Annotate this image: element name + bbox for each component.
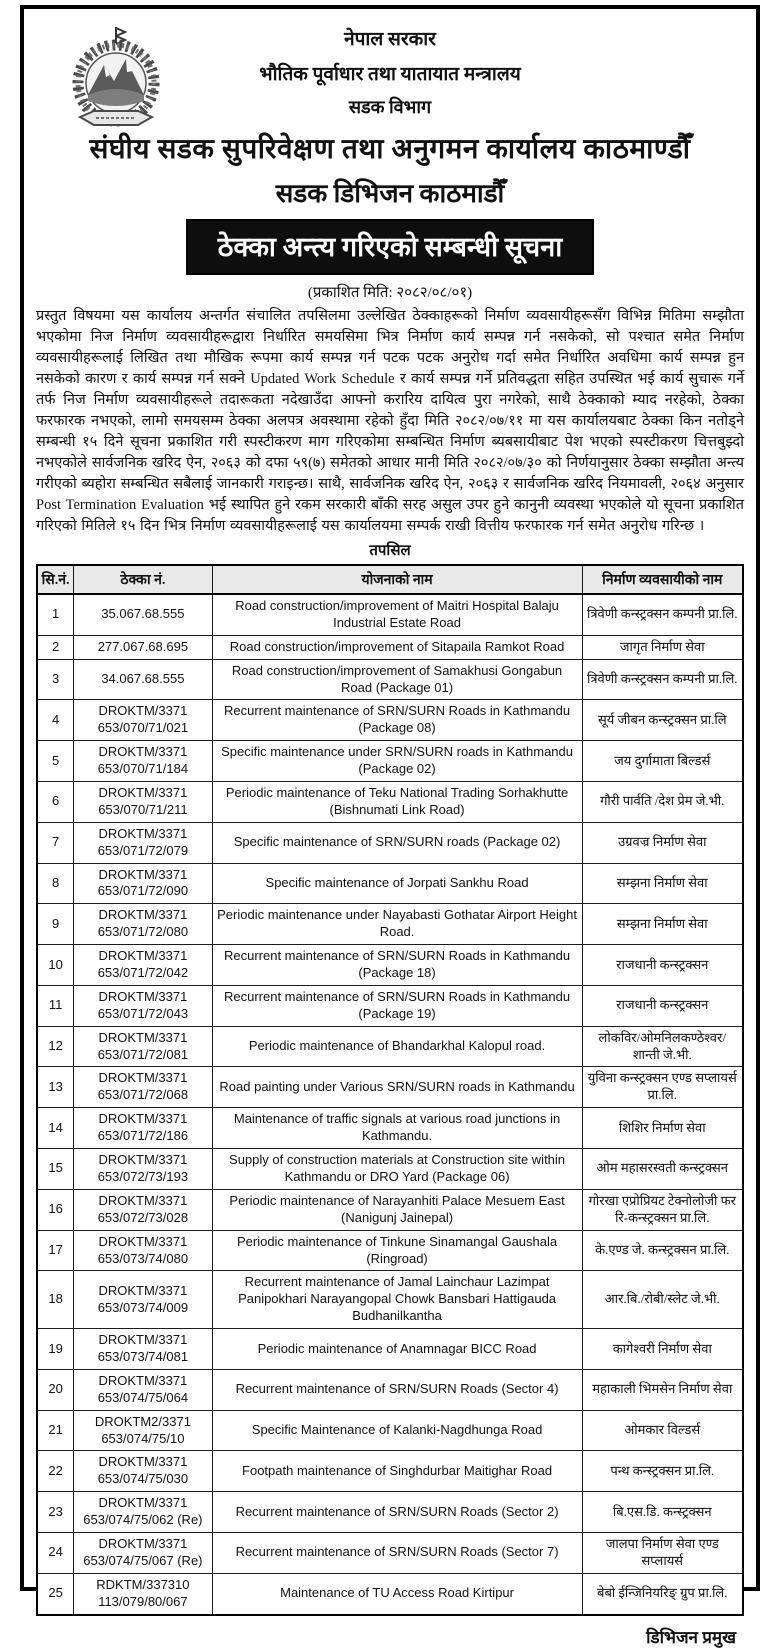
contract-number-cell xyxy=(74,700,212,741)
table-row xyxy=(37,1230,743,1271)
plan-name-cell: Periodic maintenance under Nayabasti Gothatar Airport Height Road. xyxy=(212,904,582,945)
plan-name-cell: Recurrent maintenance of SRN/SURN Roads (Sector 4) xyxy=(212,1369,582,1410)
plan-name-cell: Recurrent maintenance of SRN/SURN Roads in Kathmandu (Package 19) xyxy=(212,985,582,1026)
contract-number-cell xyxy=(74,904,212,945)
table-row xyxy=(37,782,743,823)
contract-number-line: DROKTM/3371 xyxy=(98,1535,188,1551)
serial-number-cell: 8 xyxy=(37,863,74,904)
notice-banner-wrap xyxy=(36,219,744,275)
contract-number-line: 34.067.68.555 xyxy=(101,671,185,687)
plan-name-cell: Road construction/improvement of Sitapaila Ramkot Road xyxy=(212,635,582,659)
contract-number-line: 653/070/71/021 xyxy=(97,720,189,736)
table-row xyxy=(37,700,743,741)
table-row xyxy=(37,659,743,700)
table-row xyxy=(37,594,743,635)
serial-number-cell: 2 xyxy=(37,635,74,659)
contract-number-line: DROKTM/3371 xyxy=(98,1152,188,1168)
contract-number-cell xyxy=(74,985,212,1026)
table-row xyxy=(37,863,743,904)
serial-number-cell: 9 xyxy=(37,904,74,945)
plan-name-cell: Recurrent maintenance of SRN/SURN Roads (Sector 2) xyxy=(212,1492,582,1533)
contractor-name-cell: गोरखा एप्रोप्रियट टेक्नोलोजी फर रि-कन्स्ट्रक्सन प्रा.लि. xyxy=(582,1189,743,1230)
serial-number-cell: 22 xyxy=(37,1451,74,1492)
contract-number-line: RDKTM/337310 xyxy=(96,1576,190,1592)
contract-number-line: 653/071/72/079 xyxy=(97,842,189,858)
contract-number-line: DROKTM/3371 xyxy=(98,1332,188,1348)
contract-number-cell xyxy=(74,945,212,986)
schedule-label: तपसिल xyxy=(369,543,411,559)
nepal-government-emblem-icon xyxy=(64,25,168,147)
contract-number-cell xyxy=(74,741,212,782)
table-row xyxy=(37,1451,743,1492)
plan-name-cell: Periodic maintenance of Narayanhiti Palace Mesuem East (Nanigunj Jainepal) xyxy=(212,1189,582,1230)
table-row xyxy=(37,1532,743,1573)
contracts-table xyxy=(36,564,744,1616)
contractor-name-cell: महाकाली भिमसेन निर्माण सेवा xyxy=(582,1369,743,1410)
contractor-name-cell: सम्झना निर्माण सेवा xyxy=(582,863,743,904)
contract-number-line: DROKTM/3371 xyxy=(98,1233,188,1249)
contract-number-line: 653/074/75/030 xyxy=(97,1471,189,1487)
contract-number-line: DROKTM/3371 xyxy=(98,1282,188,1298)
contract-number-cell xyxy=(74,863,212,904)
contract-number-cell xyxy=(74,1230,212,1271)
contract-number-line: DROKTM/3371 xyxy=(98,907,188,923)
contract-number-line: 653/074/75/10 xyxy=(101,1430,185,1446)
plan-name-cell: Recurrent maintenance of SRN/SURN Roads (Sector 7) xyxy=(212,1532,582,1573)
contract-number-line: DROKTM/3371 xyxy=(98,1070,188,1086)
contractor-name-cell: लोकविर/ओमनिलकण्ठेश्वर/शान्ती जे.भी. xyxy=(582,1026,743,1067)
contract-number-line: 653/070/71/184 xyxy=(97,761,189,777)
contractor-name-cell: के.एण्ड जे. कन्स्ट्रक्सन प्रा.लि. xyxy=(582,1230,743,1271)
contractor-name-cell: ओमकार विल्डर्स xyxy=(582,1410,743,1451)
plan-name-cell: Specific Maintenance of Kalanki-Nagdhunga Road xyxy=(212,1410,582,1451)
contract-number-line: 653/071/72/186 xyxy=(97,1128,189,1144)
serial-number-cell: 17 xyxy=(37,1230,74,1271)
contract-number-cell xyxy=(74,1573,212,1614)
contract-number-line: DROKTM/3371 xyxy=(98,1454,188,1470)
contract-number-cell xyxy=(74,1271,212,1329)
contract-number-cell xyxy=(74,1492,212,1533)
contract-number-cell xyxy=(74,1451,212,1492)
contract-number-line: DROKTM/3371 xyxy=(98,988,188,1004)
plan-name-cell: Road painting under Various SRN/SURN roads in Kathmandu xyxy=(212,1067,582,1108)
contract-number-line: 653/074/75/067 (Re) xyxy=(83,1552,203,1568)
plan-name-cell: Recurrent maintenance of SRN/SURN Roads in Kathmandu (Package 18) xyxy=(212,945,582,986)
plan-name-cell: Road construction/improvement of Maitri Hospital Balaju Industrial Estate Road xyxy=(212,594,582,635)
contract-number-line: DROKTM/3371 xyxy=(98,1029,188,1045)
contract-number-cell xyxy=(74,1108,212,1149)
serial-number-cell: 10 xyxy=(37,945,74,986)
contract-number-line: 653/071/72/080 xyxy=(97,924,189,940)
contract-number-line: 653/071/72/043 xyxy=(97,1005,189,1021)
serial-number-cell: 1 xyxy=(37,594,74,635)
contract-number-line: DROKTM2/3371 xyxy=(94,1413,191,1429)
table-row xyxy=(37,1410,743,1451)
contractor-name-cell: ओम महासरस्वती कन्स्ट्रक्सन xyxy=(582,1149,743,1190)
table-row xyxy=(37,741,743,782)
contract-number-line: 653/070/71/211 xyxy=(98,801,188,817)
division-title: सडक डिभिजन काठमाडौँ xyxy=(275,179,505,208)
contract-number-line: 653/074/75/064 xyxy=(97,1389,189,1405)
contractor-name-cell: जय दुर्गामाता बिल्डर्स xyxy=(582,741,743,782)
plan-name-cell: Recurrent maintenance of Jamal Lainchaur Lazimpat Panipokhari Narayangopal Chowk Bansbari Hattigauda Budhanilkantha xyxy=(212,1271,582,1329)
contract-number-cell xyxy=(74,1329,212,1370)
contractor-name-cell: युविना कन्स्ट्रक्सन एण्ड सप्लायर्स प्रा.लि. xyxy=(582,1067,743,1108)
table-row xyxy=(37,1573,743,1614)
table-row xyxy=(37,635,743,659)
plan-name-cell: Specific maintenance under SRN/SURN roads in Kathmandu (Package 02) xyxy=(212,741,582,782)
contract-number-cell xyxy=(74,594,212,635)
table-row xyxy=(37,904,743,945)
contract-number-line: 35.067.68.555 xyxy=(101,606,185,622)
serial-number-cell: 7 xyxy=(37,822,74,863)
serial-number-cell: 19 xyxy=(37,1329,74,1370)
contract-number-line: DROKTM/3371 xyxy=(98,1372,188,1388)
table-row xyxy=(37,1108,743,1149)
contract-number-line: DROKTM/3371 xyxy=(98,744,188,760)
contract-number-cell xyxy=(74,659,212,700)
contract-number-cell xyxy=(74,1189,212,1230)
contract-number-line: 653/073/74/080 xyxy=(97,1250,189,1266)
contract-number-cell xyxy=(74,1067,212,1108)
serial-number-cell: 12 xyxy=(37,1026,74,1067)
contractor-name-cell: शिशिर निर्माण सेवा xyxy=(582,1108,743,1149)
serial-number-cell: 20 xyxy=(37,1369,74,1410)
serial-number-cell: 16 xyxy=(37,1189,74,1230)
contract-number-line: 653/071/72/068 xyxy=(97,1087,189,1103)
contract-number-cell xyxy=(74,635,212,659)
contract-number-line: DROKTM/3371 xyxy=(98,825,188,841)
contractor-name-cell: जालपा निर्माण सेवा एण्ड सप्लायर्स xyxy=(582,1532,743,1573)
serial-number-cell: 13 xyxy=(37,1067,74,1108)
contract-number-line: DROKTM/3371 xyxy=(98,1192,188,1208)
plan-name-cell: Periodic maintenance of Bhandarkhal Kalopul road. xyxy=(212,1026,582,1067)
contract-number-line: 653/073/74/009 xyxy=(97,1299,189,1315)
contract-number-line: DROKTM/3371 xyxy=(98,948,188,964)
plan-name-cell: Specific maintenance of Jorpati Sankhu Road xyxy=(212,863,582,904)
serial-number-cell: 23 xyxy=(37,1492,74,1533)
contract-number-line: DROKTM/3371 xyxy=(98,703,188,719)
table-row xyxy=(37,1189,743,1230)
contractor-name-cell: गौरी पार्वति /देश प्रेम जे.भी. xyxy=(582,782,743,823)
contractor-name-cell: जागृत निर्माण सेवा xyxy=(582,635,743,659)
contract-number-cell xyxy=(74,1532,212,1573)
contract-number-cell xyxy=(74,1026,212,1067)
contractor-name-cell: त्रिवेणी कन्स्ट्रक्सन कम्पनी प्रा.लि. xyxy=(582,594,743,635)
contract-number-line: 653/074/75/062 (Re) xyxy=(83,1512,203,1528)
serial-number-cell: 25 xyxy=(37,1573,74,1614)
table-header-row xyxy=(37,565,743,594)
column-header-plan-name: योजनाको नाम xyxy=(212,565,582,594)
contract-number-line: DROKTM/3371 xyxy=(98,1111,188,1127)
contract-number-line: DROKTM/3371 xyxy=(98,785,188,801)
contractor-name-cell: बि.एस.डि. कन्स्ट्रक्सन xyxy=(582,1492,743,1533)
notice-document xyxy=(20,5,760,1647)
plan-name-cell: Road construction/improvement of Samakhusi Gongabun Road (Package 01) xyxy=(212,659,582,700)
table-row xyxy=(37,1492,743,1533)
notice-body-paragraph: प्रस्तुत विषयमा यस कार्यालय अन्तर्गत संचालित तपसिलमा उल्लेखित ठेक्काहरूको निर्माण व्यवसायीहरूसँग विभिन्न मितिमा सम्झौता भएकोमा निज निर्माण व्यवसायीहरूद्वारा निर्धारित समयसिमा भित्र निर्माण कार्य सम्पन्न गर्न नसकेको, सो पश्चात समेत निर्माण व्यवसायीहरूलाई लिखित तथा मौखिक रूपमा कार्य सम्पन्न गर्न पटक पटक अनुरोध गर्दा समेत निर्धारित अवधिमा कार्य सम्पन्न हुन नसकेको कारण र कार्य सम्पन्न गर्न सक्ने Updated Work Schedule र कार्य सम्पन्न गर्ने प्रतिवद्धता सहित उपस्थित भई कार्य सुचारू गर्ने तर्फ निज निर्माण व्यवसायीहरूले तदारूकता नदेखाउँदा आफ्नो करारिय दायित्व पुरा नगरेको, साथै ठेक्काको म्याद नरहेको, ठेक्का फरफारक नभएको, लामो समयसम्म ठेक्का अलपत्र अवस्थामा रहेको हुँदा मिति २०८२/०७/११ मा यस कार्यालयबाट ठेक्का किन नतोड्ने सम्बन्धी १५ दिने सूचना प्रकाशित गरी स्पस्टीकरण माग गरिएकोमा सम्बन्धित निर्माण ब्यबसायीबाट पेश भएको स्पस्टीकरण चित्तबुझ्दो नभएकोले सार्वजनिक खरिद ऐन, २०६३ को दफा ५९(७) समेतको आधार मानी मिति २०८२/०७/३० को निर्णयानुसार ठेक्का सम्झौता अन्त्य गरीएको ब्यहोरा सम्बन्धित सबैलाई जानकारी गराइन्छ। साथै, सार्वजनिक खरिद ऐन, २०६३ र सार्वजनिक खरिद नियमावली, २०६४ अनुसार Post Termination Evaluation भई स्थापित हुने रकम सरकारी बाँकी सरह असुल उपर हुने कानुनी व्यवस्था भएकोले यो सूचना प्रकाशित गरिएको मितिले १५ दिन भित्र निर्माण व्यवसायीहरूलाई यस कार्यालयमा सम्पर्क राखी वित्तीय फरफारक गर्न समेत अनुरोध गरिन्छ । xyxy=(36,308,744,534)
contract-number-cell xyxy=(74,782,212,823)
contract-number-cell xyxy=(74,1149,212,1190)
government-title: नेपाल सरकार xyxy=(344,29,436,50)
plan-name-cell: Supply of construction materials at Construction site within Kathmandu or DRO Yard (Package 06) xyxy=(212,1149,582,1190)
serial-number-cell: 5 xyxy=(37,741,74,782)
contract-number-line: 653/072/73/028 xyxy=(97,1209,189,1225)
contractor-name-cell: त्रिवेणी कन्स्ट्रक्सन कम्पनी प्रा.लि. xyxy=(582,659,743,700)
plan-name-cell: Periodic maintenance of Tinkune Sinamangal Gaushala (Ringroad) xyxy=(212,1230,582,1271)
contractor-name-cell: आर.बि./रोबी/स्लेट जे.भी. xyxy=(582,1271,743,1329)
table-row xyxy=(37,945,743,986)
serial-number-cell: 11 xyxy=(37,985,74,1026)
table-row xyxy=(37,1026,743,1067)
contract-number-cell xyxy=(74,822,212,863)
table-row xyxy=(37,1369,743,1410)
contract-number-line: 653/072/73/193 xyxy=(97,1168,189,1184)
plan-name-cell: Maintenance of TU Access Road Kirtipur xyxy=(212,1573,582,1614)
plan-name-cell: Periodic maintenance of Anamnagar BICC Road xyxy=(212,1329,582,1370)
plan-name-cell: Periodic maintenance of Teku National Trading Sorhakhutte (Bishnumati Link Road) xyxy=(212,782,582,823)
contract-number-cell xyxy=(74,1410,212,1451)
serial-number-cell: 14 xyxy=(37,1108,74,1149)
contractor-name-cell: पन्थ कन्स्ट्रक्सन प्रा.लि. xyxy=(582,1451,743,1492)
table-row xyxy=(37,1067,743,1108)
table-row xyxy=(37,985,743,1026)
serial-number-cell: 3 xyxy=(37,659,74,700)
department-title: सडक विभाग xyxy=(348,97,432,117)
contractor-name-cell: राजधानी कन्स्ट्रक्सन xyxy=(582,985,743,1026)
contracts-table-body xyxy=(37,594,743,1615)
contractor-name-cell: कागेश्वरी निर्माण सेवा xyxy=(582,1329,743,1370)
contract-number-line: DROKTM/3371 xyxy=(98,866,188,882)
contract-number-line: 653/073/74/081 xyxy=(97,1348,189,1364)
serial-number-cell: 21 xyxy=(37,1410,74,1451)
office-title: संघीय सडक सुपरिवेक्षण तथा अनुगमन कार्यालय काठमाण्डौँ xyxy=(89,134,691,165)
contractor-name-cell: उग्रवज्र निर्माण सेवा xyxy=(582,822,743,863)
plan-name-cell: Specific maintenance of SRN/SURN roads (Package 02) xyxy=(212,822,582,863)
contractor-name-cell: सम्झना निर्माण सेवा xyxy=(582,904,743,945)
table-row xyxy=(37,1329,743,1370)
signatory-title: डिभिजन प्रमुख xyxy=(646,1627,736,1647)
column-header-contractor-name: निर्माण व्यवसायीको नाम xyxy=(582,565,743,594)
serial-number-cell: 4 xyxy=(37,700,74,741)
serial-number-cell: 6 xyxy=(37,782,74,823)
contract-number-line: 653/071/72/090 xyxy=(97,883,189,899)
contract-number-cell xyxy=(74,1369,212,1410)
plan-name-cell: Maintenance of traffic signals at various road junctions in Kathmandu. xyxy=(212,1108,582,1149)
contractor-name-cell: सूर्य जीबन कन्स्ट्रक्सन प्रा.लि xyxy=(582,700,743,741)
table-row xyxy=(37,1149,743,1190)
contract-number-line: DROKTM/3371 xyxy=(98,1495,188,1511)
contract-number-line: 653/071/72/081 xyxy=(97,1046,189,1062)
table-row xyxy=(37,1271,743,1329)
ministry-title: भौतिक पूर्वाधार तथा यातायात मन्त्रालय xyxy=(259,64,521,85)
plan-name-cell: Footpath maintenance of Singhdurbar Maitighar Road xyxy=(212,1451,582,1492)
contractor-name-cell: बेबो ईन्जिनियरिङ् ग्रुप प्रा.लि. xyxy=(582,1573,743,1614)
serial-number-cell: 15 xyxy=(37,1149,74,1190)
contract-number-line: 653/071/72/042 xyxy=(97,965,189,981)
column-header-contract-number: ठेक्का नं. xyxy=(74,565,212,594)
table-row xyxy=(37,822,743,863)
column-header-serial-number: सि.नं. xyxy=(37,565,74,594)
serial-number-cell: 18 xyxy=(37,1271,74,1329)
contract-number-line: 277.067.68.695 xyxy=(97,638,189,654)
published-date: (प्रकाशित मिति: २०८२/०८/०१) xyxy=(307,285,473,301)
contractor-name-cell: राजधानी कन्स्ट्रक्सन xyxy=(582,945,743,986)
serial-number-cell: 24 xyxy=(37,1532,74,1573)
contract-number-line: 113/079/80/067 xyxy=(98,1593,188,1609)
notice-title-banner: ठेक्का अन्त्य गरिएको सम्बन्धी सूचना xyxy=(186,219,594,275)
plan-name-cell: Recurrent maintenance of SRN/SURN Roads in Kathmandu (Package 08) xyxy=(212,700,582,741)
